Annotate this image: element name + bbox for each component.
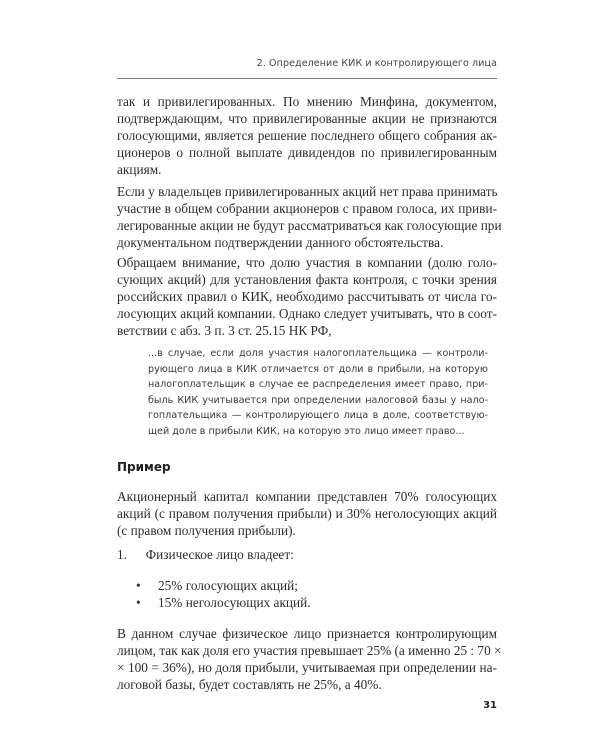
paragraph-3 [117,254,497,339]
example-heading: Пример [117,460,171,474]
quote-line: щей доле в прибыли КИК, на которую это лицо имеет право... [148,425,465,437]
bullet-item [136,594,311,611]
bullet-icon: • [136,578,141,593]
paragraph-1 [117,93,497,178]
text-line: так и привилегированных. По мнению Минфина, документом, [117,94,497,109]
text-line: В данном случае физическое лицо признается контролирующим [117,626,497,641]
page-number: 31 [483,700,497,711]
text-line: лицом, так как доля его участия превышает 25% (а именно 25 : 70 × [117,643,502,658]
quote-line: быль КИК учитывается при определении налоговой базы у нало- [148,394,488,406]
list-item-text: Физическое лицо владеет: [145,547,294,562]
bullet-icon: • [136,595,141,610]
running-header: 2. Определение КИК и контролирующего лица [256,58,497,69]
text-line: российских правил о КИК, необходимо рассчитывать от числа го- [117,289,497,304]
text-line: логовой базы, будет составлять не 25%, а 40%. [117,677,382,692]
text-line: подтверждающим, что привилегированные акции не признаются [117,111,497,126]
text-line: сующих акций) для установления факта контроля, с точки зрения [117,272,497,287]
quote-line: налогоплательщик в случае ее распределения имеет право, при- [148,379,488,390]
text-line: документальном подтверждении данного обстоятельства. [117,235,444,250]
text-line: ционеров о полной выплате дивидендов по привилегированным [117,145,497,160]
text-line: легированные акции не будут рассматриваться как голосующие при [117,218,502,233]
text-line: × 100 = 36%), но доля прибыли, учитываемая при определении на- [117,660,497,675]
text-line: ветствии с абз. 3 п. 3 ст. 25.15 НК РФ, [117,323,332,338]
example-intro [117,488,497,539]
text-line: акций (с правом получения прибыли) и 30% неголосующих акций [117,506,497,521]
quote-line: ...в случае, если доля участия налогоплательщика — контроли- [148,348,488,359]
quote-line: гоплательщика — контролирующего лица в доле, соответствую- [148,410,488,421]
list-item-1 [117,546,294,563]
list-number: 1. [117,547,127,562]
bullet-item [136,577,298,594]
quote-line: рующего лица в КИК отличается от доли в прибыли, на которую [148,363,488,375]
text-line: акциям. [117,162,162,177]
bullet-text: 25% голосующих акций; [158,578,298,593]
text-line: Если у владельцев привилегированных акций нет права принимать [117,184,498,199]
text-line: лосующих акций компании. Однако следует учитывать, что в соот- [117,306,497,321]
text-line: голосующими, является решение последнего общего собрания ак- [117,128,497,143]
bullet-text: 15% неголосующих акций. [158,595,311,610]
example-conclusion [117,625,502,693]
paragraph-2 [117,183,502,251]
header-rule [117,78,497,79]
text-line: Акционерный капитал компании представлен 70% голосующих [117,489,497,504]
text-line: (с правом получения прибыли). [117,523,296,538]
tax-code-quote [148,346,488,439]
text-line: Обращаем внимание, что долю участия в компании (долю голо- [117,255,497,270]
text-line: участие в общем собрании акционеров с правом голоса, их приви- [117,201,497,216]
